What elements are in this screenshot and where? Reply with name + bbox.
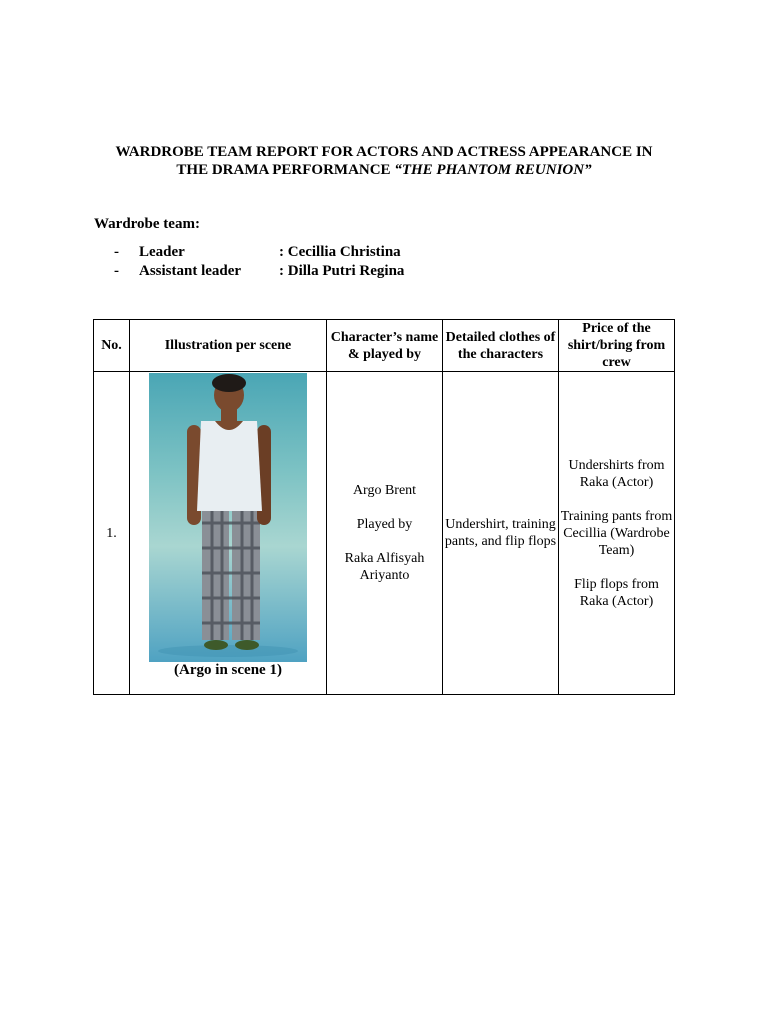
team-list	[114, 243, 404, 281]
team-name: : Cecillia Christina	[279, 244, 401, 260]
header-character: Character’s name & played by	[327, 320, 443, 372]
team-label: Wardrobe team:	[94, 216, 200, 232]
illustration-caption: (Argo in scene 1)	[174, 662, 282, 678]
title-line-2-plain: THE DRAMA PERFORMANCE	[176, 162, 395, 178]
header-no: No.	[94, 320, 130, 372]
team-name: : Dilla Putri Regina	[279, 263, 405, 279]
character-name: Argo Brent	[352, 483, 417, 498]
document-title	[90, 143, 678, 179]
header-clothes: Detailed clothes of the characters	[443, 320, 559, 372]
clothes-cell: Undershirt, training pants, and flip flops	[443, 372, 559, 695]
row-number: 1.	[94, 372, 130, 695]
character-figure-icon	[149, 373, 307, 662]
price-item: Undershirts from Raka (Actor)	[568, 457, 665, 490]
price-item: Flip flops from Raka (Actor)	[574, 576, 659, 609]
title-line-1: WARDROBE TEAM REPORT FOR ACTORS AND ACTRESS APPEARANCE IN	[115, 144, 653, 160]
character-illustration-image	[149, 373, 307, 662]
played-by-label: Played by	[356, 517, 413, 532]
price-cell	[559, 372, 675, 695]
price-item: Training pants from Cecillia (Wardrobe Team)	[560, 508, 673, 558]
list-bullet: -	[114, 263, 119, 279]
actor-name: Raka Alfisyah Ariyanto	[344, 551, 425, 583]
character-cell	[327, 372, 443, 695]
table-header-row	[94, 320, 675, 372]
header-illustration: Illustration per scene	[130, 320, 327, 372]
title-play-name: “THE PHANTOM REUNION”	[394, 162, 592, 178]
team-role: Assistant leader	[139, 263, 242, 279]
list-bullet: -	[114, 244, 119, 260]
team-member-assistant	[114, 262, 404, 281]
title-line-2	[90, 161, 678, 179]
team-member-leader	[114, 243, 404, 262]
team-role: Leader	[139, 244, 185, 260]
illustration-cell	[130, 372, 327, 695]
table-row	[94, 372, 675, 695]
wardrobe-table	[93, 319, 675, 695]
header-price: Price of the shirt/bring from crew	[559, 320, 675, 372]
